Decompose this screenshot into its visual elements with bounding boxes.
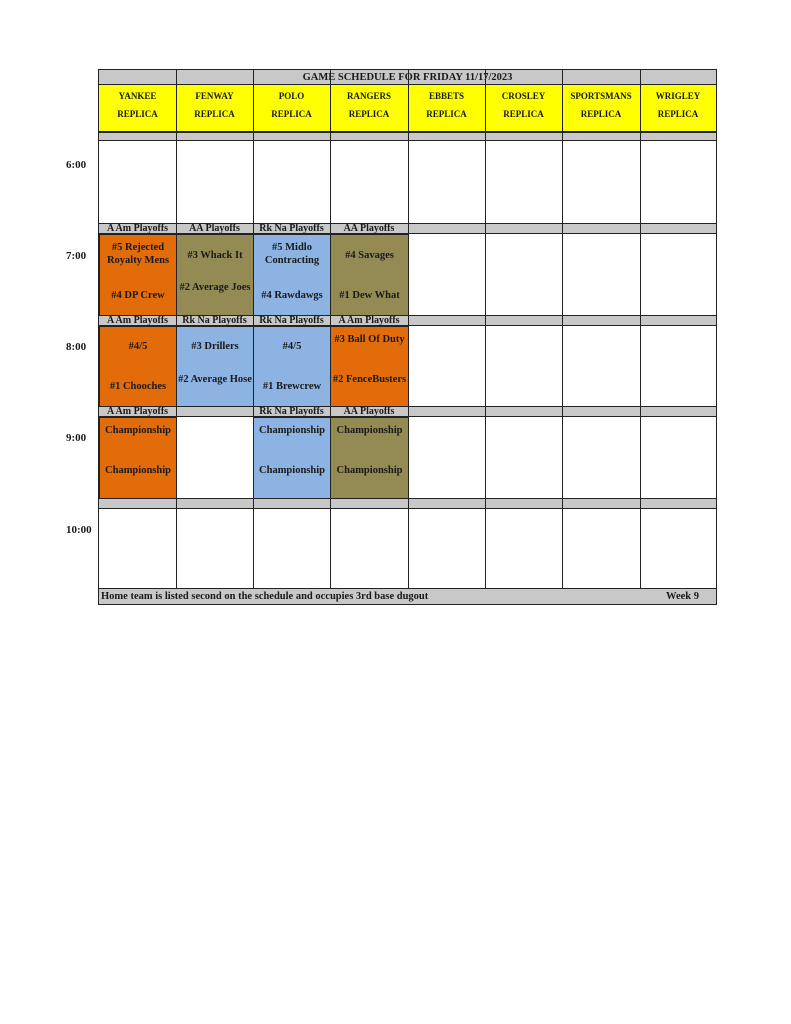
field-sub: REPLICA: [580, 109, 622, 119]
away-team: Championship: [105, 425, 171, 436]
league-label: AA Playoffs: [343, 407, 395, 417]
field-name: FENWAY: [195, 91, 234, 101]
field-sub: REPLICA: [503, 109, 544, 119]
field-header-wrigley: [640, 85, 716, 132]
time-label-6: 6:00: [66, 159, 87, 171]
footer-note: Home team is listed second on the schedule and occupies 3rd base dugout: [101, 591, 429, 602]
time-label-10: 10:00: [66, 524, 92, 536]
field-header-sportsmans: [562, 85, 640, 132]
league-label: A Am Playoffs: [106, 407, 169, 417]
away-team: Championship: [336, 425, 403, 436]
league-label: Rk Na Playoffs: [259, 224, 324, 234]
field-name: YANKEE: [118, 91, 157, 101]
league-label: A Am Playoffs: [338, 316, 400, 326]
field-header-yankee: [99, 85, 176, 132]
game-cell: [330, 417, 409, 499]
field-name: CROSLEY: [501, 91, 546, 101]
field-name: POLO: [278, 91, 305, 101]
away-team: #4/5: [128, 341, 148, 352]
field-sub: REPLICA: [271, 109, 312, 119]
game-cell: [253, 234, 331, 316]
home-team: Championship: [105, 465, 171, 476]
home-team: #1 Dew What: [339, 290, 400, 301]
time-label-8: 8:00: [66, 341, 87, 353]
field-sub: REPLICA: [426, 109, 467, 119]
league-label: Rk Na Playoffs: [259, 316, 324, 326]
away-team: #4/5: [282, 341, 302, 352]
league-label: A Am Playoffs: [106, 224, 169, 234]
home-team: Championship: [259, 465, 325, 476]
home-team: #1 Brewcrew: [262, 381, 322, 392]
away-team: #3 Drillers: [191, 341, 239, 352]
field-header-polo: [253, 85, 330, 132]
column-divider: [485, 70, 486, 604]
schedule-footer: [99, 588, 716, 604]
home-team: #4 Rawdawgs: [261, 290, 323, 301]
field-sub: REPLICA: [657, 109, 699, 119]
away-team: #5 Midlo Contracting: [264, 242, 320, 266]
game-cell: [99, 326, 177, 407]
home-team: #4 DP Crew: [111, 290, 165, 301]
field-sub: REPLICA: [348, 109, 390, 119]
field-header-fenway: [176, 85, 253, 132]
schedule-title: GAME SCHEDULE FOR FRIDAY 11/17/2023: [99, 70, 716, 85]
field-name: EBBETS: [428, 91, 465, 101]
away-team: Championship: [259, 425, 325, 436]
column-divider: [562, 70, 563, 604]
field-name: SPORTSMANS: [570, 91, 632, 101]
game-cell: [176, 326, 254, 407]
league-label: AA Playoffs: [343, 224, 395, 234]
league-label: Rk Na Playoffs: [259, 407, 324, 417]
field-header-rangers: [330, 85, 408, 132]
home-team: Championship: [336, 465, 403, 476]
time-label-9: 9:00: [66, 432, 87, 444]
field-name: RANGERS: [346, 91, 391, 101]
field-sub: REPLICA: [117, 109, 158, 119]
field-header-ebbets: [408, 85, 485, 132]
field-header-crosley: [485, 85, 562, 132]
game-cell: [330, 326, 409, 407]
game-cell: [99, 417, 177, 499]
week-label: Week 9: [666, 591, 699, 602]
league-label: A Am Playoffs: [106, 316, 169, 326]
schedule-grid: [98, 69, 717, 605]
home-team: #1 Chooches: [109, 381, 167, 392]
away-team: #4 Savages: [345, 250, 394, 261]
game-cell: [253, 417, 331, 499]
game-cell: [99, 234, 177, 316]
away-team: #5 Rejected Royalty Mens: [106, 242, 170, 266]
game-cell: [176, 234, 254, 316]
field-sub: REPLICA: [194, 109, 235, 119]
column-divider: [640, 70, 641, 588]
game-cell: [330, 234, 409, 316]
away-team: #3 Whack It: [187, 250, 243, 261]
home-team: #2 FenceBusters: [332, 374, 407, 385]
league-label: AA Playoffs: [189, 224, 240, 234]
game-cell: [253, 326, 331, 407]
league-label: Rk Na Playoffs: [182, 316, 247, 326]
home-team: #2 Average Hose: [178, 374, 252, 385]
away-team: #3 Ball Of Duty: [334, 334, 405, 345]
time-label-7: 7:00: [66, 250, 87, 262]
field-name: WRIGLEY: [655, 91, 701, 101]
home-team: #2 Average Joes: [179, 282, 251, 293]
